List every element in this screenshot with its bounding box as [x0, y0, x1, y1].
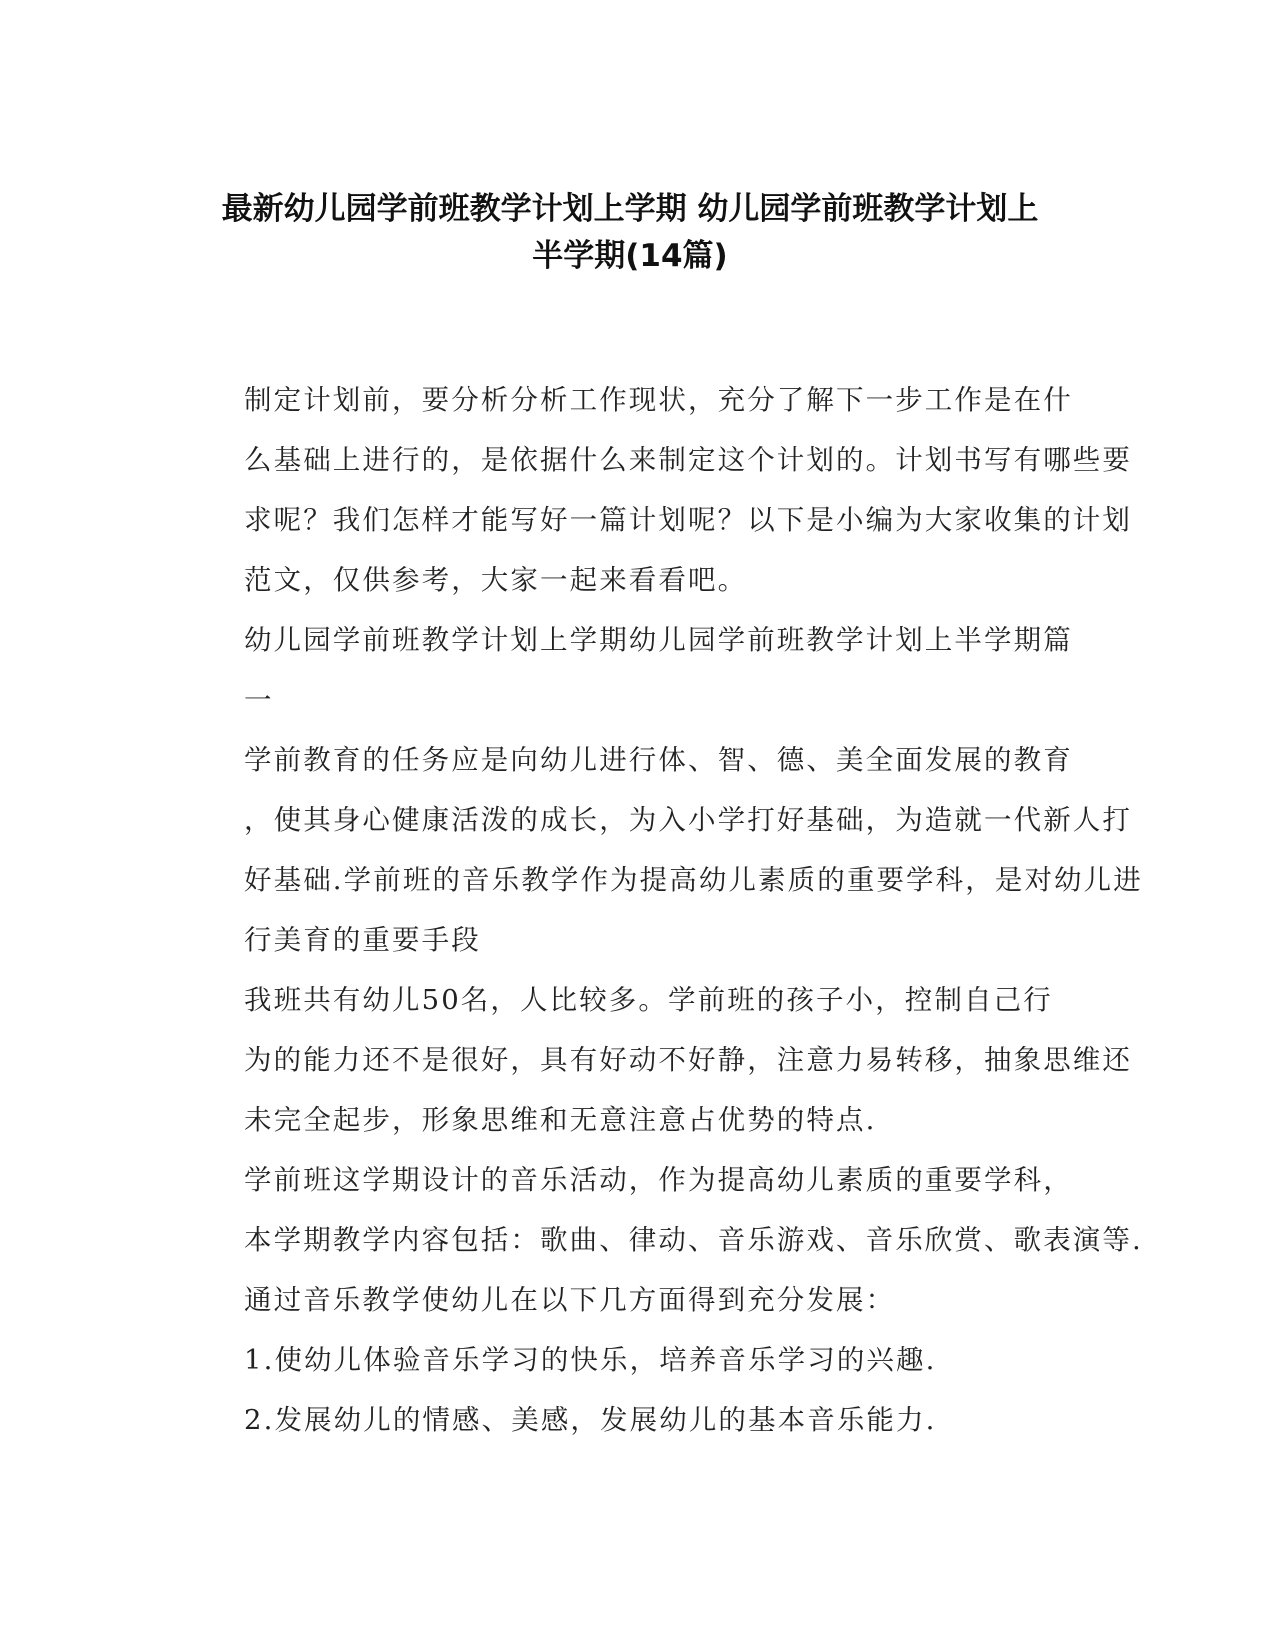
text-line: 好基础.学前班的音乐教学作为提高幼儿素质的重要学科，是对幼儿进 — [244, 864, 1143, 896]
text-line: 我班共有幼儿50名，人比较多。学前班的孩子小，控制自己行 — [244, 984, 1053, 1016]
text-line: 通过音乐教学使幼儿在以下几方面得到充分发展： — [244, 1284, 896, 1316]
text-line: 么基础上进行的，是依据什么来制定这个计划的。计划书写有哪些要 — [244, 444, 1132, 476]
text-line: 学前教育的任务应是向幼儿进行体、智、德、美全面发展的教育 — [244, 744, 1073, 776]
text-line: 1.使幼儿体验音乐学习的快乐，培养音乐学习的兴趣. — [244, 1344, 937, 1376]
goals-intro-paragraph — [189, 1270, 1079, 1330]
goal-item-2 — [189, 1390, 1079, 1450]
title-line: 最新幼儿园学前班教学计划上学期 幼儿园学前班教学计划上 — [221, 191, 1039, 227]
intro-paragraph — [189, 370, 1132, 610]
title-line: 半学期(14篇) — [532, 238, 728, 274]
music-activities-paragraph — [189, 1150, 1143, 1270]
document-body — [189, 370, 1143, 1450]
goal-item-1 — [189, 1330, 1079, 1390]
text-line: 为的能力还不是很好，具有好动不好静，注意力易转移，抽象思维还 — [244, 1044, 1132, 1076]
task-paragraph — [189, 730, 1143, 970]
document-title — [160, 186, 1100, 280]
text-line: 未完全起步，形象思维和无意注意占优势的特点. — [244, 1104, 877, 1136]
text-line: 幼儿园学前班教学计划上学期幼儿园学前班教学计划上半学期篇 — [244, 624, 1073, 656]
text-line: 一 — [244, 684, 274, 716]
text-line: 2.发展幼儿的情感、美感，发展幼儿的基本音乐能力. — [244, 1404, 937, 1436]
text-line: ，使其身心健康活泼的成长，为入小学打好基础，为造就一代新人打 — [244, 804, 1132, 836]
section-heading-paragraph — [189, 610, 1079, 730]
text-line: 范文，仅供参考，大家一起来看看吧。 — [244, 564, 748, 596]
text-line: 行美育的重要手段 — [244, 924, 481, 956]
text-line: 本学期教学内容包括：歌曲、律动、音乐游戏、音乐欣赏、歌表演等. — [244, 1224, 1143, 1256]
text-line: 学前班这学期设计的音乐活动，作为提高幼儿素质的重要学科， — [244, 1164, 1073, 1196]
text-line: 制定计划前，要分析分析工作现状，充分了解下一步工作是在什 — [244, 384, 1073, 416]
class-situation-paragraph — [189, 970, 1132, 1150]
text-line: 求呢？我们怎样才能写好一篇计划呢？以下是小编为大家收集的计划 — [244, 504, 1132, 536]
